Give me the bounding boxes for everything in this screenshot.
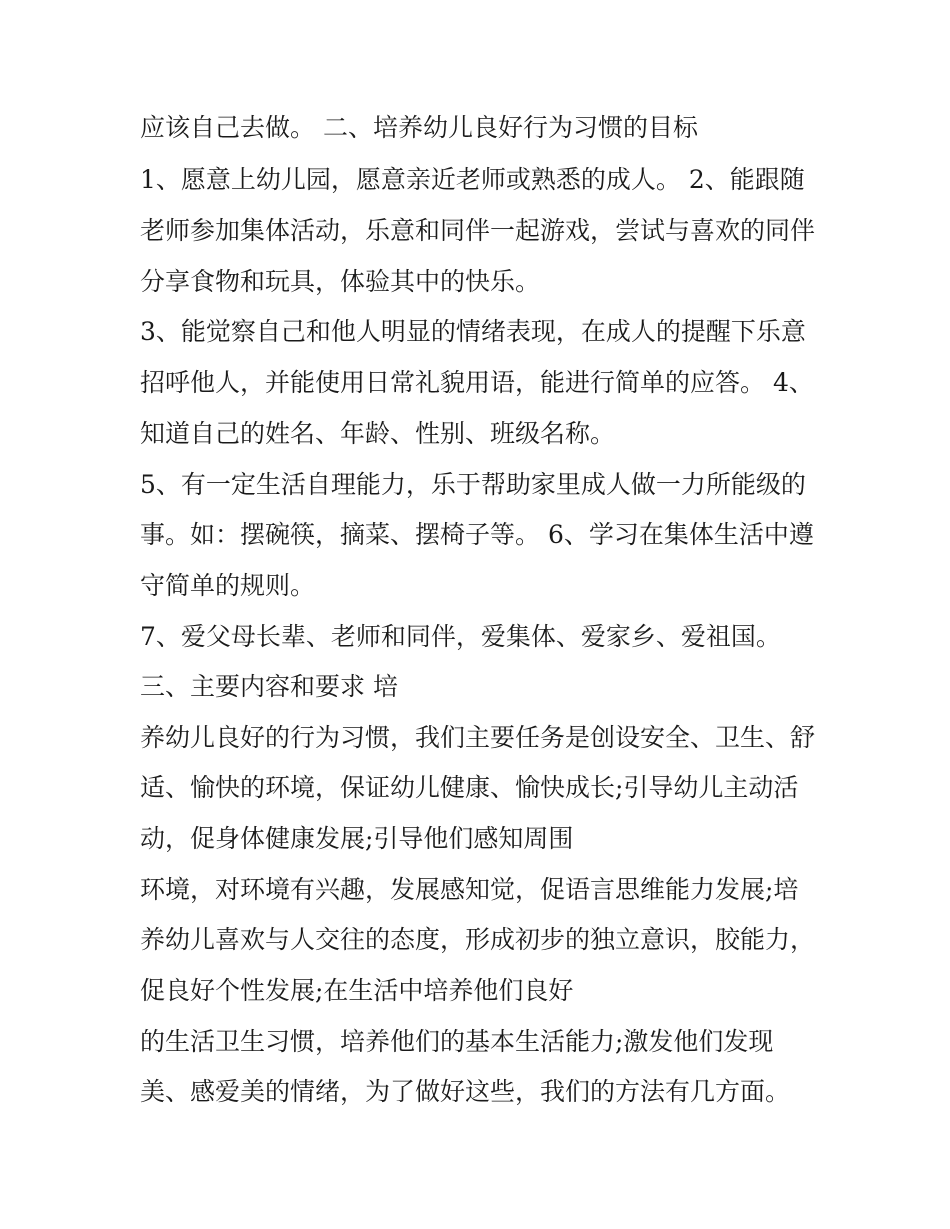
text-line: 分享食物和玩具，体验其中的快乐。 — [140, 267, 541, 296]
text-line: 养幼儿喜欢与人交往的态度，形成初步的独立意识，胶能力， — [140, 925, 816, 954]
text-line: 的生活卫生习惯，培养他们的基本生活能力;激发他们发现 — [140, 1027, 774, 1056]
text-line: 养幼儿良好的行为习惯，我们主要任务是创设安全、卫生、舒 — [140, 723, 816, 752]
text-line: 适、愉快的环境，保证幼儿健康、愉快成长;引导幼儿主动活 — [140, 773, 799, 802]
text-line: 招呼他人，并能使用日常礼貌用语，能进行简单的应答。 4、 — [140, 368, 814, 397]
text-line: 3、能觉察自己和他人明显的情绪表现，在成人的提醒下乐意 — [140, 317, 806, 346]
text-line: 7、爱父母长辈、老师和同伴，爱集体、爱家乡、爱祖国。 — [140, 622, 781, 651]
text-line: 促良好个性发展;在生活中培养他们良好 — [140, 976, 574, 1005]
text-line: 5、有一定生活自理能力，乐于帮助家里成人做一力所能级的 — [140, 470, 806, 499]
text-line: 老师参加集体活动，乐意和同伴一起游戏，尝试与喜欢的同伴 — [140, 216, 816, 245]
text-line: 守简单的规则。 — [140, 571, 316, 600]
text-line: 动，促身体健康发展;引导他们感知周围 — [140, 824, 574, 853]
text-line: 应该自己去做。 二、培养幼儿良好行为习惯的目标 — [140, 113, 698, 142]
text-line: 美、感爱美的情绪，为了做好这些，我们的方法有几方面。 — [140, 1077, 791, 1106]
text-line: 事。如：摆碗筷，摘菜、摆椅子等。 6、学习在集体生活中遵 — [140, 520, 814, 549]
text-line: 知道自己的姓名、年龄、性别、班级名称。 — [140, 419, 616, 448]
text-line: 环境，对环境有兴趣，发展感知觉，促语言思维能力发展;培 — [140, 875, 799, 904]
section-heading: 三、主要内容和要求 培 — [140, 672, 398, 701]
text-line: 1、愿意上幼儿园，愿意亲近老师或熟悉的成人。 2、能跟随 — [140, 165, 805, 194]
